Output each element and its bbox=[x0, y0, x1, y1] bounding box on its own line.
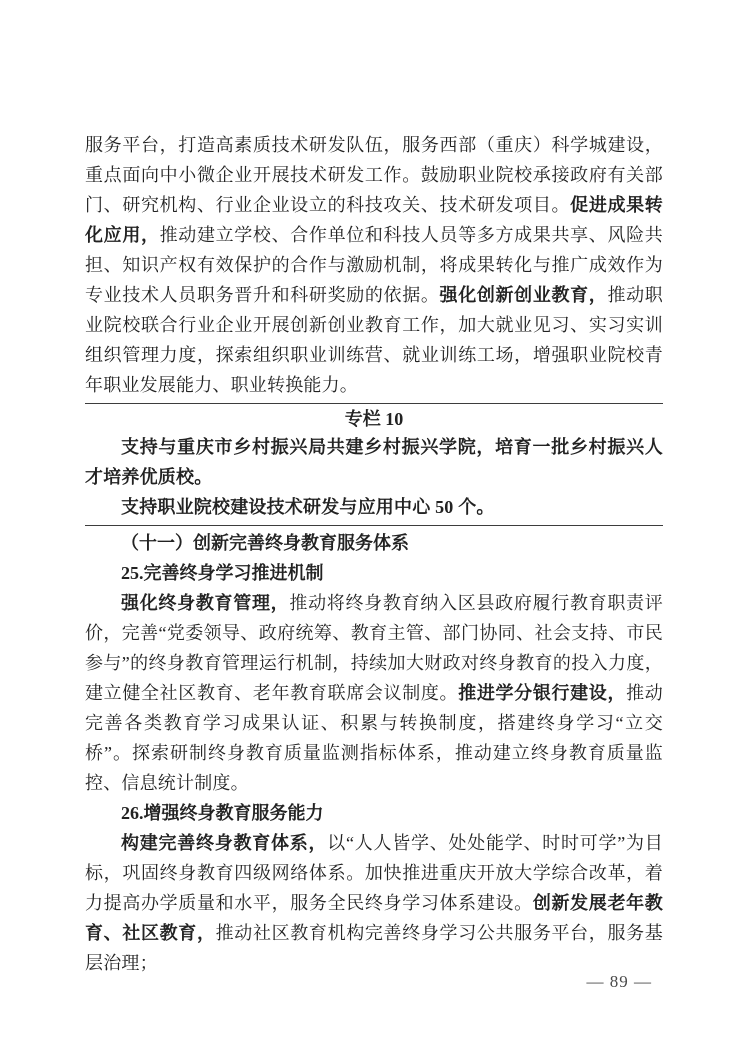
text-run: 推动职业院校联合行业企业开展创新创业教育工作，加大就业见习、实习实训组织管理力度，探索组织职业训练营、就业训练工场，增强职业院校青年职业发展能力、职业转换能力。 bbox=[85, 285, 663, 395]
panel-column-10 bbox=[85, 403, 663, 526]
text-run: 支持职业院校建设技术研发与应用中心 50 个。 bbox=[121, 497, 495, 517]
text-run: 支持与重庆市乡村振兴局共建乡村振兴学院，培育一批乡村振兴人才培养优质校。 bbox=[85, 437, 663, 487]
bold-text-run: 推进学分银行建设， bbox=[458, 683, 627, 703]
text-run: 推动完善各类教育学习成果认证、积累与转换制度，搭建终身学习“立交桥”。探索研制终身教育质量监测指标体系，推动建立终身教育质量监控、信息统计制度。 bbox=[85, 683, 663, 793]
text-run: 以“人人皆学、处处能学、时时可学”为目标，巩固终身教育四级网络体系。加快推进重庆开放大学综合改革，着力提高办学质量和水平，服务全民终身学习体系建设。 bbox=[85, 833, 663, 913]
body-paragraph-intro bbox=[85, 130, 663, 400]
bold-text-run: 构建完善终身教育体系， bbox=[121, 833, 328, 853]
panel-paragraph-1 bbox=[85, 432, 663, 492]
panel-title: 专栏 10 bbox=[344, 409, 404, 429]
section-heading-11: （十一）创新完善终身教育服务体系 bbox=[121, 533, 409, 553]
text-run: 推动将终身教育纳入区县政府履行教育职责评价，完善“党委领导、政府统筹、教育主管、部门协同、社会支持、市民参与”的终身教育管理运行机制，持续加大财政对终身教育的投入力度，建立健全社区教育、老年教育联席会议制度。 bbox=[85, 593, 663, 703]
body-paragraph-26 bbox=[85, 828, 663, 978]
bold-text-run: 创新发展老年教育、社区教育， bbox=[85, 893, 663, 943]
page-number: — 89 — bbox=[586, 972, 652, 991]
subsection-heading-26: 26.增强终身教育服务能力 bbox=[121, 803, 324, 823]
subsection-heading-25: 25.完善终身学习推进机制 bbox=[121, 563, 324, 583]
bold-text-run: 强化终身教育管理， bbox=[121, 593, 290, 613]
text-run: 推动建立学校、合作单位和科技人员等多方成果共享、风险共担、知识产权有效保护的合作与激励机制，将成果转化与推广成效作为专业技术人员职务晋升和科研奖励的依据。 bbox=[85, 225, 663, 305]
panel-paragraph-2 bbox=[85, 492, 663, 522]
text-run: 服务平台，打造高素质技术研发队伍，服务西部（重庆）科学城建设，重点面向中小微企业开展技术研发工作。鼓励职业院校承接政府有关部门、研究机构、行业企业设立的科技攻关、技术研发项目。 bbox=[85, 135, 663, 215]
text-run: 推动社区教育机构完善终身学习公共服务平台，服务基层治理； bbox=[85, 923, 663, 973]
bold-text-run: 促进成果转化应用， bbox=[85, 195, 663, 245]
body-paragraph-25 bbox=[85, 588, 663, 798]
bold-text-run: 强化创新创业教育， bbox=[439, 285, 608, 305]
page-content bbox=[85, 130, 663, 978]
